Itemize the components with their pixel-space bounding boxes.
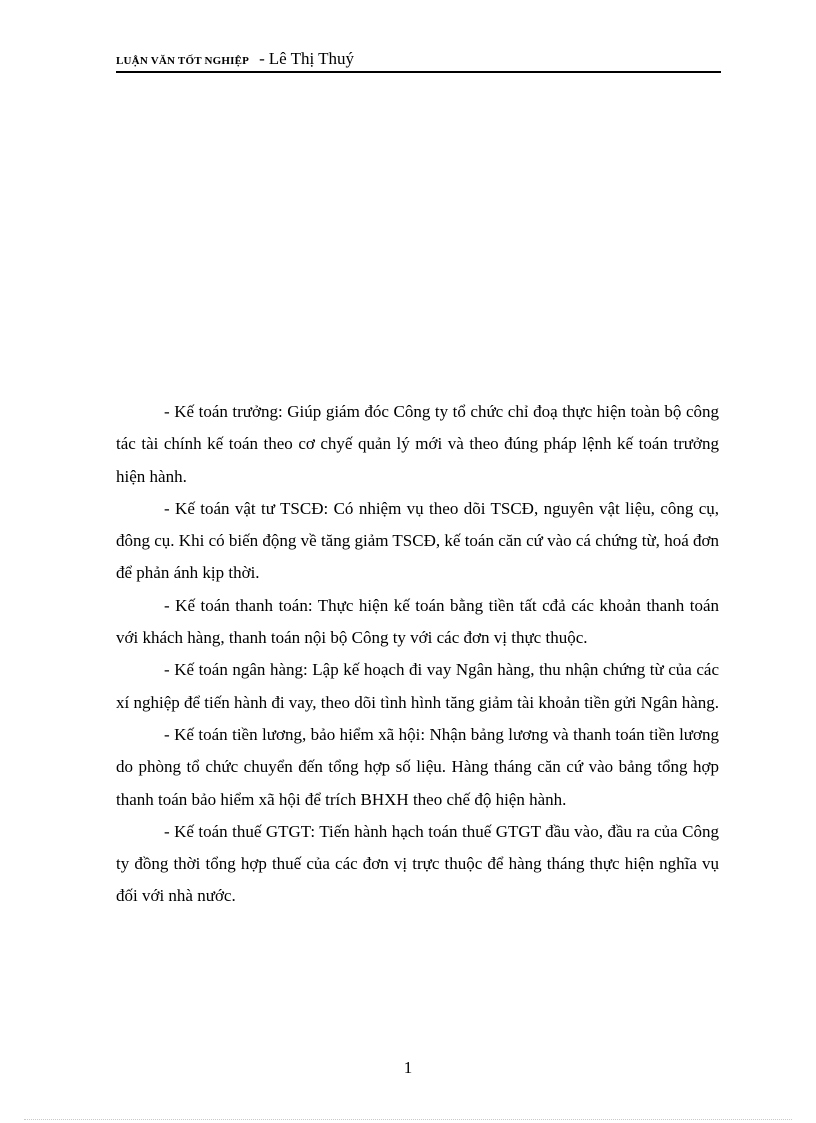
paragraph-materials-fixed-assets: - Kế toán vật tư TSCĐ: Có nhiệm vụ theo dõi TSCĐ, nguyên vật liệu, công cụ, đông cụ. Khi có biến động về tăng giảm TSCĐ, kế toán căn cứ vào cá chứng từ, hoá đơn để phản ánh kịp thời. [116, 498, 719, 583]
page-number: 1 [403, 1058, 413, 1077]
header-separator: - [259, 49, 265, 68]
page-bottom-divider [24, 1119, 792, 1120]
paragraph-chief-accountant: - Kế toán trưởng: Giúp giám đóc Công ty tổ chức chỉ đoạ thực hiện toàn bộ công tác tài chính kế toán theo cơ chyế quản lý mới và theo đúng pháp lệnh kế toán trưởng hiện hành. [116, 402, 719, 486]
paragraph-vat: - Kế toán thuế GTGT: Tiến hành hạch toán thuế GTGT đầu vào, đầu ra của Công ty đồng thời tổng hợp thuế của các đơn vị trực thuộc để hàng tháng thực hiện nghĩa vụ đối với nhà nước. [116, 821, 719, 906]
page-header [116, 49, 721, 73]
paragraph-payroll-insurance: - Kế toán tiền lương, bảo hiểm xã hội: Nhận bảng lương và thanh toán tiền lương do phòng tổ chức chuyển đến tổng hợp số liệu. Hàng tháng căn cứ vào bảng tổng hợp thanh toán bảo hiểm xã hội để trích BHXH theo chế độ hiện hành. [116, 724, 719, 809]
paragraph-banking: - Kế toán ngân hàng: Lập kế hoạch đi vay Ngân hàng, thu nhận chứng từ của các xí nghiệp để tiến hành đi vay, theo dõi tình hình tăng giảm tài khoản tiền gửi Ngân hàng. [116, 660, 719, 712]
document-body [116, 396, 719, 913]
header-author: Lê Thị Thuý [268, 49, 355, 68]
header-title: LUẬN VĂN TỐT NGHIỆP [116, 55, 250, 67]
paragraph-payments: - Kế toán thanh toán: Thực hiện kế toán bằng tiền tất cđả các khoản thanh toán với khách hàng, thanh toán nội bộ Công ty với các đơn vị thực thuộc. [116, 595, 719, 648]
